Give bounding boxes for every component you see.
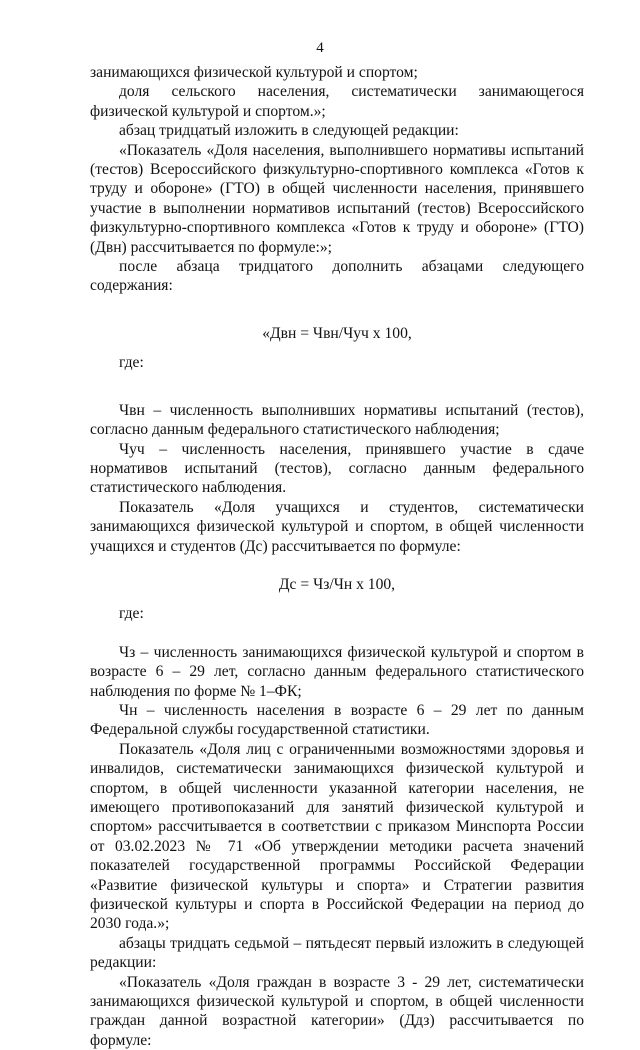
where-label: где:: [119, 605, 144, 623]
paragraph: «Показатель «Доля граждан в возрасте 3 - 29 лет, систематически занимающихся физической культурой и спортом, в общей численности граждан данной возрастной категории» (Ддз) рассчитывается по формуле:: [90, 973, 584, 1049]
formula: Дс = Чз/Чн х 100,: [278, 575, 396, 593]
paragraph: после абзаца тридцатого дополнить абзацами следующего содержания:: [90, 258, 584, 295]
paragraph: Чуч – численность населения, принявшего участие в сдаче нормативов испытаний (тестов), согласно данным федерального статистического наблюдения.: [90, 440, 584, 497]
paragraph: Показатель «Доля лиц с ограниченными возможностями здоровья и инвалидов, систематически занимающихся физической культурой и спортом, в общей численности указанной категории населения, не имеющего противопоказаний для занятий физической культурой и спортом» рассчитывается в соответствии с приказом Минспорта России от 03.02.2023 № 71 «Об утверждении методики расчета значений показателей государственной программы Российской Федерации «Развитие физической культуры и спорта» и Стратегии развития физической культуры и спорта в Российской Федерации на период до 2030 года.»;: [90, 740, 584, 933]
paragraph: Показатель «Доля учащихся и студентов, систематически занимающихся физической культурой и спортом, в общей численности учащихся и студентов (Дс) рассчитывается по формуле:: [90, 498, 584, 555]
paragraph: Чз – численность занимающихся физической культурой и спортом в возрасте 6 – 29 лет, согласно данным федерального статистического наблюдения по форме № 1–ФК;: [90, 643, 584, 700]
paragraph: абзацы тридцать седьмой – пятьдесят первый изложить в следующей редакции:: [90, 934, 584, 972]
document-body: [90, 63, 584, 1050]
paragraph: занимающихся физической культурой и спортом;: [90, 64, 418, 81]
where-label: где:: [119, 354, 144, 372]
formula: «Двн = Чвн/Чуч х 100,: [262, 324, 412, 342]
paragraph: Чн – численность населения в возрасте 6 – 29 лет по данным Федеральной службы государственной статистики.: [90, 701, 584, 739]
page-number: 4: [316, 40, 324, 56]
paragraph: «Показатель «Доля населения, выполнившего нормативы испытаний (тестов) Всероссийского физкультурно-спортивного комплекса «Готов к труду и обороне» (ГТО) в общей численности населения, принявшего участие в выполнении нормативов испытаний (тестов) Всероссийского физкультурно-спортивного комплекса «Готов к труду и обороне» (ГТО) (Двн) рассчитывается по формуле:»;: [90, 141, 584, 256]
paragraph: Чвн – численность выполнивших нормативы испытаний (тестов), согласно данным федерального статистического наблюдения;: [90, 401, 584, 439]
paragraph: доля сельского населения, систематически занимающегося физической культурой и спортом.»;: [90, 83, 584, 120]
paragraph: абзац тридцатый изложить в следующей редакции:: [119, 122, 459, 140]
